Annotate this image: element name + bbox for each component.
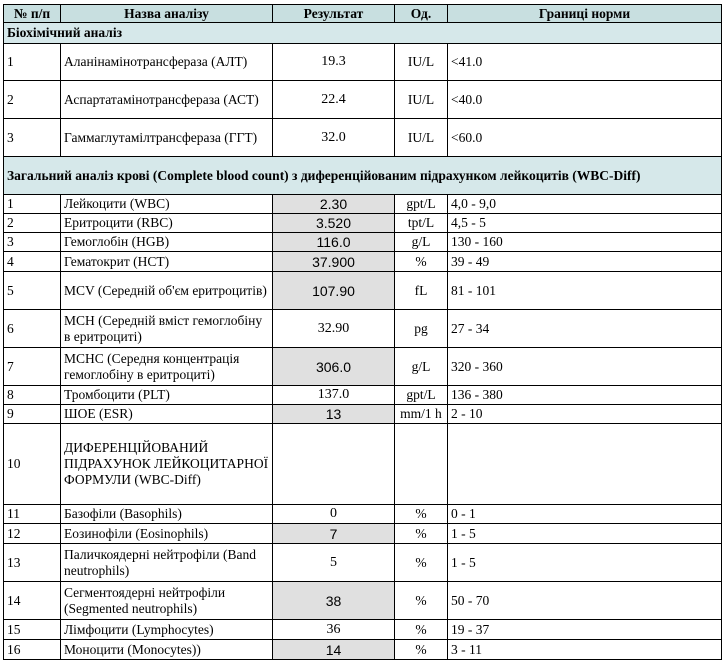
test-name: Аспартатамінотрансфераза (АСТ) — [61, 81, 273, 119]
table-row — [4, 424, 722, 505]
row-number: 2 — [4, 81, 61, 119]
test-name: Еозинофіли (Eosinophils) — [61, 524, 273, 544]
table-row — [4, 405, 722, 424]
table-row — [4, 348, 722, 386]
reference-range: 2 - 10 — [448, 405, 722, 424]
row-number: 16 — [4, 640, 61, 660]
test-name: Гематокрит (HCT) — [61, 252, 273, 272]
row-number: 3 — [4, 119, 61, 157]
reference-range: 19 - 37 — [448, 620, 722, 640]
row-number: 4 — [4, 252, 61, 272]
test-unit: pg — [395, 310, 448, 348]
test-result: 37.900 — [273, 252, 395, 272]
reference-range — [448, 424, 722, 505]
reference-range: 3 - 11 — [448, 640, 722, 660]
test-name: ШОЕ (ESR) — [61, 405, 273, 424]
reference-range: <41.0 — [448, 44, 722, 81]
reference-range: 4,5 - 5 — [448, 214, 722, 233]
test-name: Моноцити (Monocytes)) — [61, 640, 273, 660]
row-number: 12 — [4, 524, 61, 544]
reference-range: 27 - 34 — [448, 310, 722, 348]
header-result: Результат — [273, 5, 395, 23]
table-header-row — [4, 5, 722, 23]
test-name: Тромбоцити (PLT) — [61, 386, 273, 405]
table-row — [4, 252, 722, 272]
row-number: 13 — [4, 544, 61, 582]
table-row — [4, 505, 722, 524]
table-row — [4, 81, 722, 119]
test-unit: g/L — [395, 348, 448, 386]
section-cbc-row — [4, 157, 722, 195]
test-name: Гемоглобін (HGB) — [61, 233, 273, 252]
test-name: Сегментоядерні нейтрофіли (Segmented neutrophils) — [61, 582, 273, 620]
test-result: 137.0 — [273, 386, 395, 405]
test-unit: gpt/L — [395, 195, 448, 214]
test-result: 3.520 — [273, 214, 395, 233]
section-biochem-row — [4, 23, 722, 44]
header-num: № п/п — [4, 5, 61, 23]
test-result: 13 — [273, 405, 395, 424]
row-number: 1 — [4, 44, 61, 81]
reference-range: 39 - 49 — [448, 252, 722, 272]
test-result — [273, 424, 395, 505]
test-name: Лімфоцити (Lymphocytes) — [61, 620, 273, 640]
test-result: 14 — [273, 640, 395, 660]
table-row — [4, 233, 722, 252]
test-unit: % — [395, 524, 448, 544]
row-number: 11 — [4, 505, 61, 524]
table-row — [4, 310, 722, 348]
row-number: 15 — [4, 620, 61, 640]
test-unit: % — [395, 640, 448, 660]
header-name: Назва аналізу — [61, 5, 273, 23]
test-result: 306.0 — [273, 348, 395, 386]
reference-range: 50 - 70 — [448, 582, 722, 620]
reference-range: 320 - 360 — [448, 348, 722, 386]
test-unit: % — [395, 544, 448, 582]
test-result: 32.0 — [273, 119, 395, 157]
test-name: ДИФЕРЕНЦІЙОВАНИЙ ПІДРАХУНОК ЛЕЙКОЦИТАРНОЇ ФОРМУЛИ (WBC-Diff) — [61, 424, 273, 505]
row-number: 2 — [4, 214, 61, 233]
test-name: MCHC (Середня концентрація гемоглобіну в еритроциті) — [61, 348, 273, 386]
reference-range: 4,0 - 9,0 — [448, 195, 722, 214]
row-number: 14 — [4, 582, 61, 620]
table-row — [4, 640, 722, 660]
row-number: 10 — [4, 424, 61, 505]
test-name: MCH (Середній вміст гемоглобіну в еритроциті) — [61, 310, 273, 348]
test-result: 2.30 — [273, 195, 395, 214]
test-unit: mm/1 h — [395, 405, 448, 424]
test-name: Лейкоцити (WBC) — [61, 195, 273, 214]
test-name: Еритроцити (RBC) — [61, 214, 273, 233]
table-row — [4, 582, 722, 620]
reference-range: 81 - 101 — [448, 272, 722, 310]
test-name: Аланінамінотрансфераза (АЛТ) — [61, 44, 273, 81]
test-unit: % — [395, 582, 448, 620]
test-unit: IU/L — [395, 119, 448, 157]
top-crop — [0, 0, 723, 4]
table-row — [4, 386, 722, 405]
reference-range: 136 - 380 — [448, 386, 722, 405]
table-row — [4, 214, 722, 233]
test-name: Базофіли (Basophils) — [61, 505, 273, 524]
test-unit — [395, 424, 448, 505]
section-cbc-title: Загальний аналіз крові (Complete blood count) з диференційованим підрахунком лейкоцитів (WBC-Diff) — [4, 157, 722, 195]
table-row — [4, 195, 722, 214]
test-unit: tpt/L — [395, 214, 448, 233]
header-ref: Границі норми — [448, 5, 722, 23]
row-number: 5 — [4, 272, 61, 310]
section-biochem-title: Біохімічний аналіз — [4, 23, 722, 44]
test-unit: gpt/L — [395, 386, 448, 405]
table-row — [4, 44, 722, 81]
test-result: 107.90 — [273, 272, 395, 310]
table-row — [4, 119, 722, 157]
test-unit: % — [395, 620, 448, 640]
test-name: MCV (Середній об'єм еритроцитів) — [61, 272, 273, 310]
header-unit: Од. — [395, 5, 448, 23]
test-unit: fL — [395, 272, 448, 310]
reference-range: 0 - 1 — [448, 505, 722, 524]
test-result: 22.4 — [273, 81, 395, 119]
test-unit: IU/L — [395, 81, 448, 119]
row-number: 6 — [4, 310, 61, 348]
test-result: 19.3 — [273, 44, 395, 81]
test-result: 7 — [273, 524, 395, 544]
row-number: 1 — [4, 195, 61, 214]
reference-range: <60.0 — [448, 119, 722, 157]
row-number: 7 — [4, 348, 61, 386]
reference-range: 1 - 5 — [448, 544, 722, 582]
test-result: 36 — [273, 620, 395, 640]
table-row — [4, 524, 722, 544]
test-unit: % — [395, 252, 448, 272]
row-number: 3 — [4, 233, 61, 252]
test-unit: % — [395, 505, 448, 524]
reference-range: <40.0 — [448, 81, 722, 119]
test-name: Паличкоядерні нейтрофіли (Band neutrophils) — [61, 544, 273, 582]
row-number: 9 — [4, 405, 61, 424]
test-result: 32.90 — [273, 310, 395, 348]
reference-range: 130 - 160 — [448, 233, 722, 252]
lab-results-body — [4, 23, 722, 660]
test-unit: g/L — [395, 233, 448, 252]
table-row — [4, 544, 722, 582]
test-unit: IU/L — [395, 44, 448, 81]
reference-range: 1 - 5 — [448, 524, 722, 544]
test-result: 5 — [273, 544, 395, 582]
test-result: 38 — [273, 582, 395, 620]
test-name: Гаммаглутамілтрансфераза (ГГТ) — [61, 119, 273, 157]
table-row — [4, 620, 722, 640]
row-number: 8 — [4, 386, 61, 405]
table-row — [4, 272, 722, 310]
lab-results-table — [3, 4, 722, 660]
test-result: 116.0 — [273, 233, 395, 252]
test-result: 0 — [273, 505, 395, 524]
